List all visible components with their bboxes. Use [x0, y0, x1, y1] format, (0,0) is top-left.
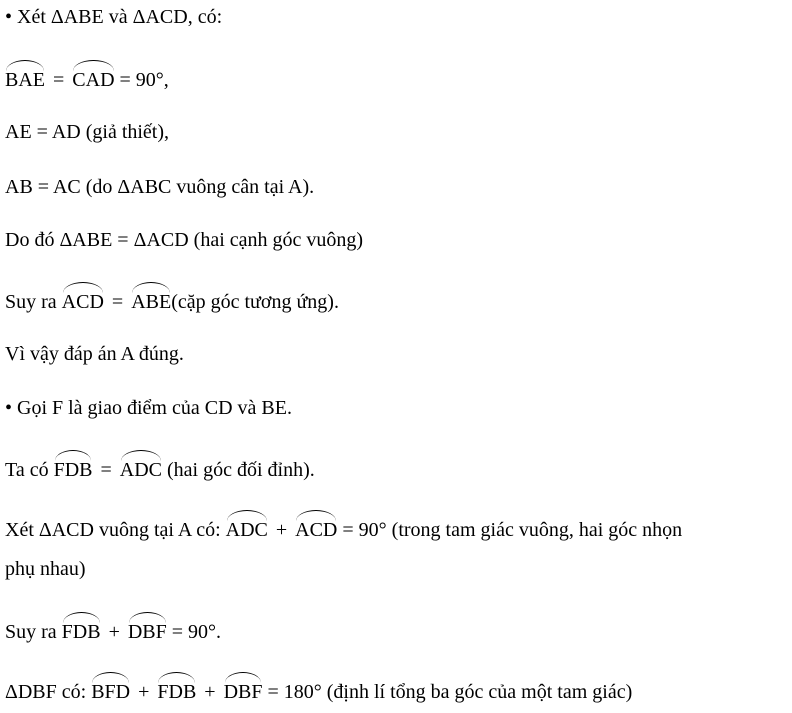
- text-line: [5, 515, 682, 542]
- text-run: • Gọi F là giao điểm của CD và BE.: [5, 397, 292, 419]
- angle-symbol: ADC: [120, 455, 162, 482]
- text-line: [5, 455, 315, 482]
- angle-symbol: FDB: [54, 455, 93, 482]
- text-line: [5, 175, 314, 199]
- text-run: Xét ΔACD vuông tại A có:: [5, 519, 226, 541]
- math-operator: +: [199, 681, 221, 703]
- text-run: Ta có: [5, 459, 54, 481]
- text-line: [5, 120, 169, 144]
- math-operator: =: [48, 69, 70, 91]
- math-operator: +: [270, 519, 293, 541]
- text-line: [5, 617, 221, 644]
- text-line: [5, 65, 169, 92]
- text-run: • Xét ΔABE và ΔACD, có:: [5, 6, 223, 28]
- angle-symbol: ABE: [131, 287, 171, 314]
- angle-symbol: ACD: [62, 287, 104, 314]
- text-run: AB = AC (do ΔABC vuông cân tại A).: [5, 176, 315, 198]
- angle-symbol: FDB: [62, 617, 101, 644]
- text-line: [5, 396, 292, 420]
- math-operator: +: [103, 621, 125, 643]
- angle-symbol: BFD: [91, 677, 130, 704]
- text-run: Suy ra: [5, 291, 62, 313]
- angle-symbol: ADC: [226, 515, 268, 542]
- text-run: = 90° (trong tam giác vuông, hai góc nhọn: [337, 519, 683, 541]
- math-operator: =: [95, 459, 117, 481]
- text-line: [5, 228, 363, 252]
- text-run: Do đó ΔABE = ΔACD (hai cạnh góc vuông): [5, 229, 364, 251]
- text-line: [5, 287, 339, 314]
- text-line: [5, 342, 184, 366]
- text-line: [5, 557, 86, 581]
- angle-symbol: CAD: [72, 65, 114, 92]
- text-run: = 90°.: [166, 621, 222, 643]
- text-run: Vì vậy đáp án A đúng.: [5, 343, 184, 365]
- text-run: = 180° (định lí tổng ba góc của một tam giác): [262, 681, 633, 703]
- text-run: AE = AD (giả thiết),: [5, 121, 170, 143]
- text-run: ΔDBF có:: [5, 681, 92, 703]
- math-operator: +: [133, 681, 155, 703]
- angle-symbol: ACD: [295, 515, 337, 542]
- math-operator: =: [106, 291, 129, 313]
- text-run: phụ nhau): [5, 558, 86, 580]
- text-line: [5, 5, 222, 29]
- text-run: Suy ra: [5, 621, 62, 643]
- text-run: (cặp góc tương ứng).: [171, 291, 339, 313]
- text-run: (hai góc đối đỉnh).: [162, 459, 315, 481]
- angle-symbol: DBF: [128, 617, 167, 644]
- angle-symbol: BAE: [5, 65, 45, 92]
- angle-symbol: DBF: [224, 677, 263, 704]
- text-run: = 90°,: [114, 69, 169, 91]
- angle-symbol: FDB: [157, 677, 196, 704]
- text-line: [5, 677, 632, 704]
